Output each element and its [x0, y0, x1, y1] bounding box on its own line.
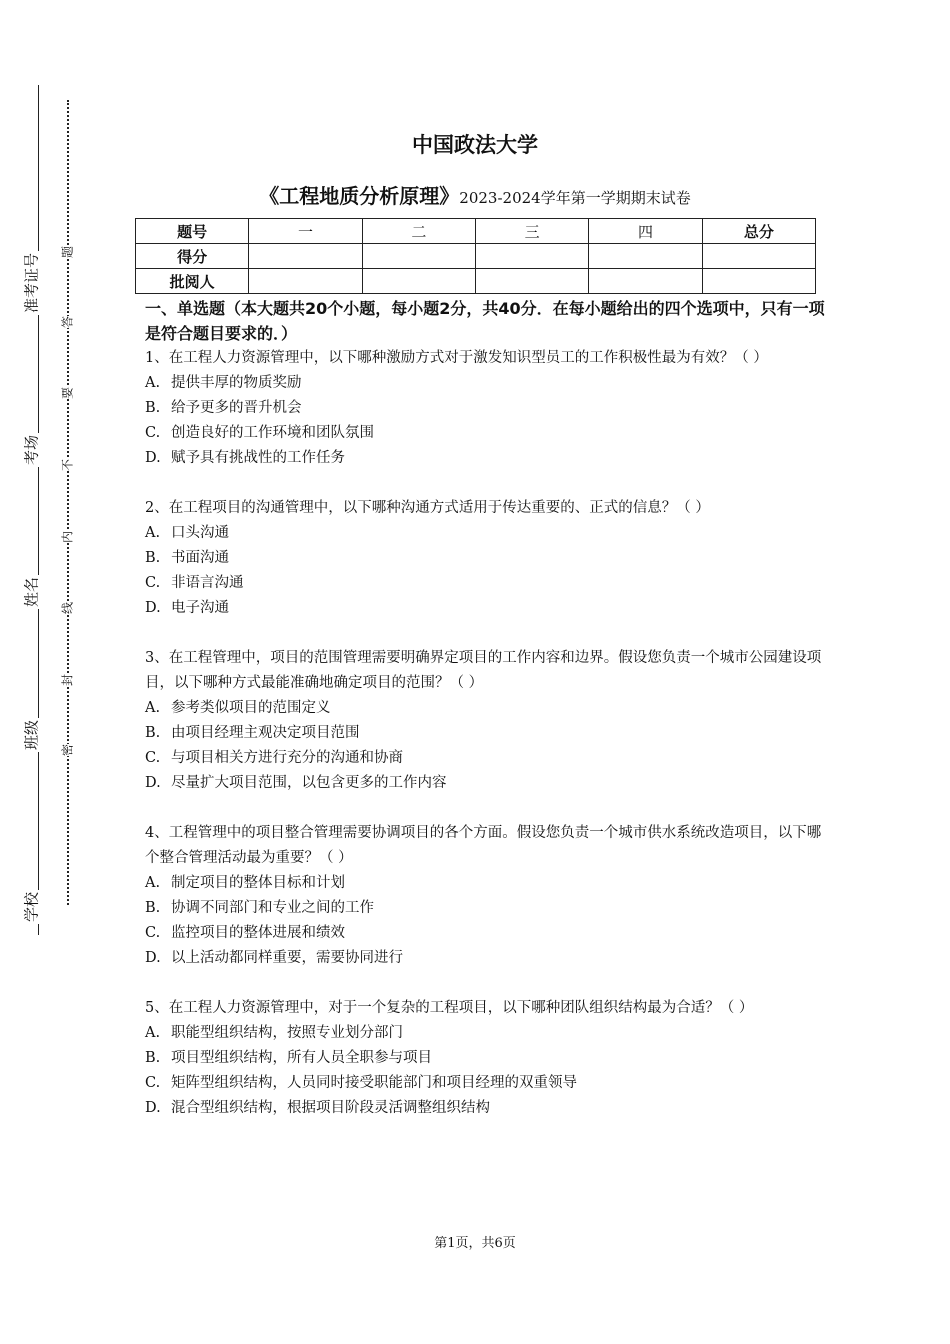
option [145, 396, 825, 421]
header-cell: 二 [362, 219, 475, 244]
option [145, 596, 825, 621]
option-text: 给予更多的晋升机会 [171, 400, 302, 416]
option [145, 1046, 825, 1071]
option-letter: B. [145, 725, 161, 741]
option-letter: B. [145, 400, 161, 416]
fill-line [38, 85, 39, 935]
option-letter: B. [145, 550, 161, 566]
section-title: 一、单选题（本大题共20个小题，每小题2分，共40分．在每小题给出的四个选项中，只有一项是符合题目要求的．） [145, 299, 825, 343]
question-stem: 4、工程管理中的项目整合管理需要协调项目的各个方面。假设您负责一个城市供水系统改造项目，以下哪个整合管理活动最为重要？（ ） [145, 825, 822, 866]
option-text: 制定项目的整体目标和计划 [171, 875, 345, 891]
option-text: 与项目相关方进行充分的沟通和协商 [171, 750, 403, 766]
option [145, 696, 825, 721]
score-table-header-row [136, 219, 816, 244]
option-text: 尽量扩大项目范围，以包含更多的工作内容 [171, 775, 447, 791]
option [145, 546, 825, 571]
score-cell[interactable] [475, 244, 588, 269]
option-letter: D. [145, 1100, 161, 1116]
option-text: 职能型组织结构，按照专业划分部门 [171, 1025, 403, 1041]
question [145, 496, 825, 621]
option-text: 协调不同部门和专业之间的工作 [171, 900, 374, 916]
option-letter: C. [145, 1075, 161, 1091]
question [145, 821, 825, 971]
option [145, 571, 825, 596]
option [145, 721, 825, 746]
option [145, 871, 825, 896]
row-label-grader: 批阅人 [136, 269, 249, 294]
header-cell: 三 [475, 219, 588, 244]
option-text: 赋予具有挑战性的工作任务 [171, 450, 345, 466]
option-letter: A. [145, 1025, 161, 1041]
option-letter: B. [145, 900, 161, 916]
question [145, 646, 825, 796]
option-letter: A. [145, 375, 161, 391]
question-stem: 1、在工程人力资源管理中，以下哪种激励方式对于激发知识型员工的工作积极性最为有效？（ ） [145, 350, 768, 366]
option-text: 矩阵型组织结构，人员同时接受职能部门和项目经理的双重领导 [171, 1075, 577, 1091]
grader-row [136, 269, 816, 294]
option-text: 提供丰厚的物质奖励 [171, 375, 302, 391]
option [145, 521, 825, 546]
option [145, 446, 825, 471]
option-letter: A. [145, 700, 161, 716]
option-text: 非语言沟通 [171, 575, 244, 591]
option-text: 混合型组织结构，根据项目阶段灵活调整组织结构 [171, 1100, 490, 1116]
option [145, 921, 825, 946]
question [145, 996, 825, 1121]
option-letter: C. [145, 575, 161, 591]
option-letter: A. [145, 875, 161, 891]
option-text: 监控项目的整体进展和绩效 [171, 925, 345, 941]
page-footer: 第1页，共6页 [434, 1236, 516, 1251]
option [145, 1021, 825, 1046]
header-cell: 题号 [136, 219, 249, 244]
grader-cell[interactable] [249, 269, 362, 294]
seal-dotted-line [67, 100, 69, 905]
option-text: 以上活动都同样重要，需要协同进行 [171, 950, 403, 966]
exam-term: 2023-2024学年第一学期期末试卷 [459, 189, 691, 207]
question-stem: 5、在工程人力资源管理中，对于一个复杂的工程项目，以下哪种团队组织结构最为合适？（ ） [145, 1000, 754, 1016]
option [145, 946, 825, 971]
header-cell: 四 [589, 219, 702, 244]
score-cell[interactable] [249, 244, 362, 269]
score-cell[interactable] [702, 244, 815, 269]
option-letter: C. [145, 750, 161, 766]
score-cell[interactable] [589, 244, 702, 269]
option [145, 421, 825, 446]
option [145, 771, 825, 796]
option-letter: B. [145, 1050, 161, 1066]
header-cell: 一 [249, 219, 362, 244]
question-stem: 2、在工程项目的沟通管理中，以下哪种沟通方式适用于传达重要的、正式的信息？（ ） [145, 500, 710, 516]
course-name: 《工程地质分析原理》 [259, 184, 460, 208]
option [145, 371, 825, 396]
option-letter: D. [145, 950, 161, 966]
question-stem: 3、在工程管理中，项目的范围管理需要明确界定项目的工作内容和边界。假设您负责一个城市公园建设项目，以下哪种方式最能准确地确定项目的范围？（ ） [145, 650, 822, 691]
score-row [136, 244, 816, 269]
option-letter: D. [145, 600, 161, 616]
school-title: 中国政法大学 [412, 133, 538, 157]
option-text: 创造良好的工作环境和团队氛围 [171, 425, 374, 441]
option-text: 口头沟通 [171, 525, 229, 541]
option-text: 参考类似项目的范围定义 [171, 700, 331, 716]
row-label-score: 得分 [136, 244, 249, 269]
option [145, 1096, 825, 1121]
score-cell[interactable] [362, 244, 475, 269]
score-table [135, 218, 816, 294]
option [145, 1071, 825, 1096]
option-text: 项目型组织结构，所有人员全职参与项目 [171, 1050, 432, 1066]
option-text: 电子沟通 [171, 600, 229, 616]
grader-cell[interactable] [362, 269, 475, 294]
option-text: 由项目经理主观决定项目范围 [171, 725, 360, 741]
header-cell: 总分 [702, 219, 815, 244]
question [145, 346, 825, 471]
question-list [145, 346, 825, 1146]
option-letter: D. [145, 450, 161, 466]
exam-subtitle [0, 180, 950, 209]
option [145, 896, 825, 921]
option-letter: C. [145, 425, 161, 441]
option-text: 书面沟通 [171, 550, 229, 566]
option-letter: D. [145, 775, 161, 791]
option-letter: C. [145, 925, 161, 941]
binding-margin: 准考证号 考场 姓名 班级 学校 题 答 要 不 内 线 封 密 [0, 0, 90, 1344]
grader-cell[interactable] [475, 269, 588, 294]
option-letter: A. [145, 525, 161, 541]
grader-cell[interactable] [589, 269, 702, 294]
option [145, 746, 825, 771]
grader-cell[interactable] [702, 269, 815, 294]
